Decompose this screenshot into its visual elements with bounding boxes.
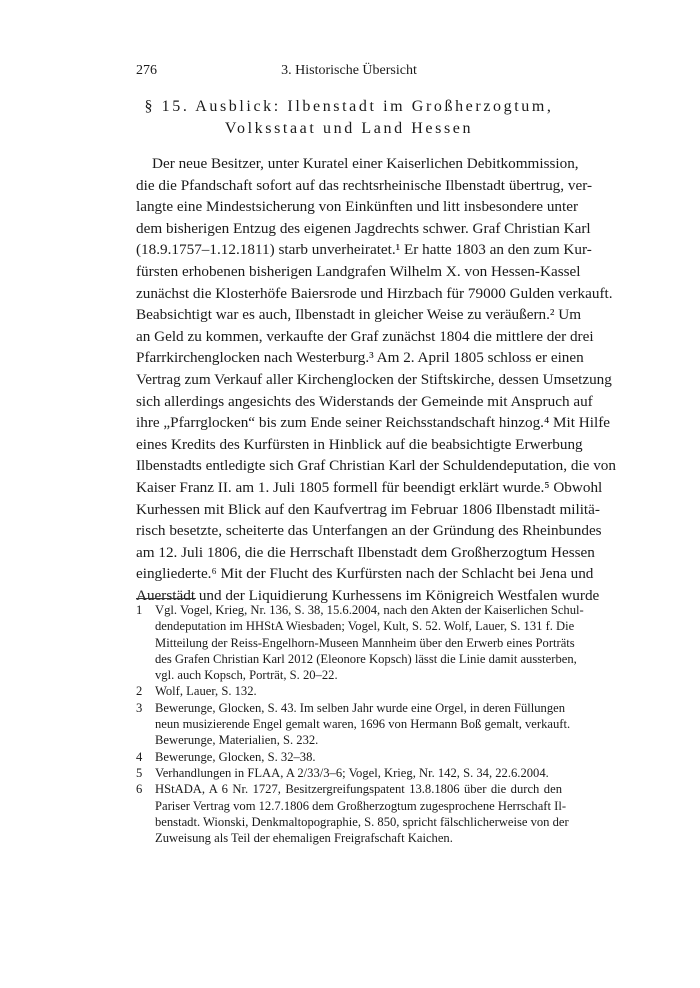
footnote-number: 6 bbox=[136, 782, 143, 797]
footnote bbox=[136, 749, 562, 765]
page-number: 276 bbox=[136, 63, 157, 78]
footnote-rule bbox=[136, 598, 196, 599]
body-line: ihre „Pfarrglocken“ bis zum Ende seiner Reichsstandschaft hinzog.⁴ Mit Hilfe bbox=[136, 414, 611, 432]
body-line: Kaiser Franz II. am 1. Juli 1805 formell für beendigt erklärt wurde.⁵ Obwohl bbox=[136, 478, 603, 496]
body-line: sich allerdings angesichts des Widerstands der Gemeinde mit Anspruch auf bbox=[136, 392, 593, 410]
footnote-line: Bewerunge, Glocken, S. 43. Im selben Jahr wurde eine Orgel, in deren Füllungen bbox=[155, 700, 566, 715]
footnotes bbox=[136, 602, 584, 846]
footnote-line: des Grafen Christian Karl 2012 (Eleonore Kopsch) lässt die Linie damit aussterben, bbox=[155, 651, 577, 666]
body-line: risch besetzte, scheiterte das Unterfangen an der Gründung des Rheinbundes bbox=[136, 522, 602, 540]
body-line: Vertrag zum Verkauf aller Kirchenglocken der Stiftskirche, dessen Umsetzung bbox=[136, 370, 612, 388]
footnote-line: Wolf, Lauer, S. 132. bbox=[155, 684, 257, 699]
running-head: 3. Historische Übersicht bbox=[281, 63, 417, 78]
footnote bbox=[136, 700, 571, 749]
page-header bbox=[136, 63, 562, 83]
footnote-line: Bewerunge, Materialien, S. 232. bbox=[155, 733, 319, 748]
body-line: Auerstädt und der Liquidierung Kurhessens im Königreich Westfalen wurde bbox=[136, 586, 600, 604]
footnote-line: Verhandlungen in FLAA, A 2/33/3–6; Vogel, Krieg, Nr. 142, S. 34, 22.6.2004. bbox=[155, 765, 549, 780]
body-line: eingliederte.⁶ Mit der Flucht des Kurfürsten nach der Schlacht bei Jena und bbox=[136, 565, 594, 583]
body-line: Beabsichtigt war es auch, Ilbenstadt in gleicher Weise zu veräußern.² Um bbox=[136, 306, 582, 324]
footnote bbox=[136, 765, 562, 781]
footnote-line: Pariser Vertrag vom 12.7.1806 dem Großherzogtum zugesprochene Herrschaft Il- bbox=[155, 798, 567, 813]
body-line: am 12. Juli 1806, die die Herrschaft Ilbenstadt dem Großherzogtum Hessen bbox=[136, 543, 595, 561]
body-line: eines Kredits des Kurfürsten in Hinblick auf die beabsichtigte Erwerbung bbox=[136, 435, 583, 453]
footnote-line: Bewerunge, Glocken, S. 32–38. bbox=[155, 749, 316, 764]
body-line: Kurhessen mit Blick auf den Kaufvertrag im Februar 1806 Ilbenstadt militä- bbox=[136, 500, 600, 518]
body-line: Ilbenstadts entledigte sich Graf Christian Karl der Schuldendeputation, die von bbox=[136, 457, 616, 475]
body-line: an Geld zu kommen, verkaufte der Graf zunächst 1804 die mittlere der drei bbox=[136, 327, 594, 345]
footnote-number: 1 bbox=[136, 603, 143, 617]
body-line: dem bisherigen Entzug des eigenen Jagdrechts schwer. Graf Christian Karl bbox=[136, 219, 591, 237]
footnote bbox=[136, 683, 562, 699]
footnote-line: Zuweisung als Teil der ehemaligen Freigrafschaft Kaichen. bbox=[155, 831, 453, 846]
footnote-number: 4 bbox=[136, 749, 143, 764]
footnote-number: 2 bbox=[136, 684, 143, 699]
body-line: Pfarrkirchenglocken nach Westerburg.³ Am 2. April 1805 schloss er einen bbox=[136, 349, 584, 367]
body-text bbox=[136, 153, 616, 606]
footnote bbox=[136, 602, 584, 683]
footnote-line: vgl. auch Kopsch, Porträt, S. 20–22. bbox=[155, 668, 338, 683]
body-line: langte eine Mindestsicherung von Einkünften und litt insbesondere unter bbox=[136, 198, 579, 216]
footnote-line: Vgl. Vogel, Krieg, Nr. 136, S. 38, 15.6.2004, nach den Akten der Kaiserlichen Schul- bbox=[155, 603, 584, 617]
section-title bbox=[136, 96, 562, 140]
footnote-number: 5 bbox=[136, 765, 143, 780]
body-line: die die Pfandschaft sofort auf das rechtsrheinische Ilbenstadt übertrug, ver- bbox=[136, 176, 593, 194]
body-line: (18.9.1757–1.12.1811) starb unverheiratet.¹ Er hatte 1803 an den zum Kur- bbox=[136, 241, 592, 259]
footnote-line: Mitteilung der Reiss-Engelhorn-Museen Mannheim über den Erwerb eines Porträts bbox=[155, 635, 575, 650]
footnote-number: 3 bbox=[136, 700, 143, 715]
footnote-line: HStADA, A 6 Nr. 1727, Besitzergreifungspatent 13.8.1806 über die durch den bbox=[155, 782, 562, 797]
body-line: zunächst die Klosterhöfe Baiersrode und Hirzbach für 79000 Gulden verkauft. bbox=[136, 284, 613, 302]
body-line: Der neue Besitzer, unter Kuratel einer Kaiserlichen Debitkommission, bbox=[152, 155, 579, 172]
footnote-line: benstadt. Wionski, Denkmaltopographie, S. 850, spricht fälschlicherweise von der bbox=[155, 814, 569, 829]
footnote-line: neun musizierende Engel gemalt waren, 1696 von Hermann Boß gemalt, verkauft. bbox=[155, 717, 571, 732]
section-title-line-2: Volksstaat und Land Hessen bbox=[224, 120, 474, 137]
footnote bbox=[136, 781, 569, 846]
body-line: fürsten erhobenen bisherigen Landgrafen Wilhelm X. von Hessen-Kassel bbox=[136, 262, 581, 280]
footnote-line: dendeputation im HHStA Wiesbaden; Vogel, Kult, S. 52. Wolf, Lauer, S. 131 f. Die bbox=[155, 619, 575, 634]
section-title-line-1: § 15. Ausblick: Ilbenstadt im Großherzogtum, bbox=[144, 98, 554, 115]
